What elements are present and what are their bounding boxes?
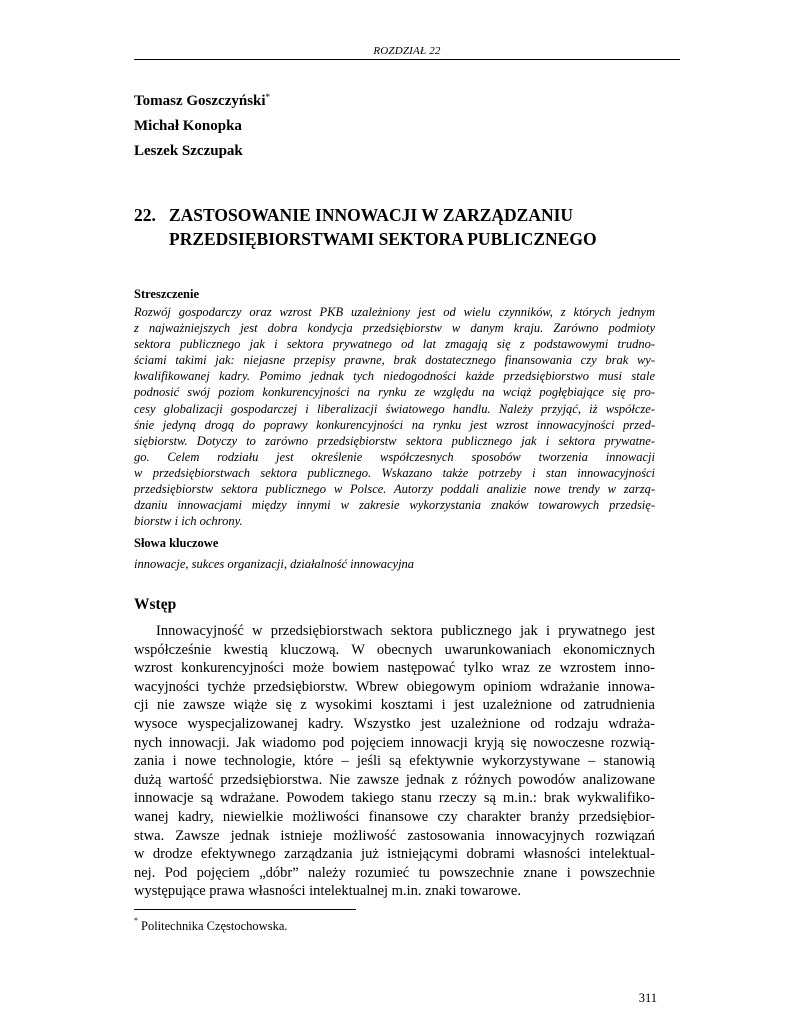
keywords-text: innowacje, sukces organizacji, działalność innowacyjna [134,557,415,571]
body-line: zania i nowe technologie, które – jeśli są efektywnie wykorzystywane – stanowią [134,753,655,770]
footnote [134,918,288,934]
page-number: 311 [638,991,657,1005]
section-heading: Wstęp [134,596,177,613]
footnote-rule [134,909,356,910]
author-list [134,91,270,166]
abstract-line: dzaniu innowacjami między innymi w zakresie wykorzystania znaków towarowych przedsię- [134,498,655,513]
body-line: dużą wartość przedsiębiorstwa. Nie zawsze jednak z różnych powodów analizowane [134,771,655,788]
abstract-line: go. Celem rodziału jest określenie współczesnych sposobów tworzenia innowacji [134,449,655,464]
abstract-line: śnie jedyną drogą do poprawy konkurencyjności na rynku jest wzrost innowacyjności przed- [134,417,655,432]
author-name: Michał Konopka [134,118,242,134]
abstract-line: z najważniejszych jest dobra kondycja przedsiębiorstw w danym kraju. Zarówno podmioty [134,321,655,336]
chapter-title-text: ZASTOSOWANIE INNOWACJI W ZARZĄDZANIU [169,205,574,225]
abstract-line: siębiorstw. Dotyczy to zarówno przedsiębiorstw sektora publicznego jak i sektora prywatne- [134,433,655,448]
body-line: Innowacyjność w przedsiębiorstwach sektora publicznego jak i prywatnego jest [156,623,655,639]
body-line: w drodze efektywnego zarządzania już istniejącymi dobrami własności intelektual- [134,846,655,863]
body-line: wysoce wyspecjalizowanej kadry. Wszystko jest uzależnione od rodzaju wdraża- [134,715,655,732]
body-line: wacyjności tychże przedsiębiorstw. Wbrew obiegowym opiniom wdrażanie innowa- [134,678,655,695]
author-1 [134,91,270,116]
keywords-heading: Słowa kluczowe [134,536,219,550]
body-line: nej. Pod pojęciem „dóbr” należy rozumieć tu powszechnie znane i powszechnie [134,864,655,881]
body-line: występujące prawa własności intelektualnej m.in. znaki towarowe. [134,883,521,900]
chapter-title [134,203,680,251]
body-line: nych innowacji. Jak wiadomo pod pojęciem innowacji kryją się nowoczesne rozwią- [134,734,655,751]
author-name: Tomasz Goszczyński [134,93,266,109]
body-line: wanej kadry, niewielkie możliwości finansowe czy charakter branży przedsiębior- [134,808,655,825]
abstract-line: w przedsiębiorstwach sektora publicznego. Wskazano także potrzeby i stan innowacyjności [134,465,655,480]
body-paragraph [134,622,655,901]
running-head: ROZDZIAŁ 22 [373,45,441,57]
author-2 [134,116,270,141]
abstract-line: biorstw i ich ochrony. [134,514,243,529]
footnote-marker: * [265,92,271,102]
abstract-line: podnosić swój poziom konkurencyjności na rynku ze względu na wciąż pogłębiające się pro- [134,385,655,400]
abstract-line: Rozwój gospodarczy oraz wzrost PKB uzależniony jest od wielu czynników, z których jednym [134,305,655,319]
chapter-title-line-1 [134,203,680,227]
abstract-text [134,304,655,529]
body-line: współcześnie kwestią kluczową. W obecnych uwarunkowaniach ekonomicznych [134,641,655,658]
abstract-heading: Streszczenie [134,287,200,301]
body-line: cji nie zawsze wiąże się z wysokimi kosztami i jest uzależnione od zatrudnienia [134,697,655,714]
body-line: stwa. Zawsze jednak istnieje możliwość zastosowania innowacyjnych rozwiązań [134,827,655,844]
abstract-line: sektora publicznego jak i sektora prywatnego od lat zmagają się z podstawowymi trudno- [134,337,655,352]
chapter-title-line-2: PRZEDSIĘBIORSTWAMI SEKTORA PUBLICZNEGO [169,229,597,249]
body-line: wzrost konkurencyjności może bowiem następować tylko wraz ze wzrostem inno- [134,660,655,677]
footnote-text: Politechnika Częstochowska. [141,919,288,934]
footnote-marker: * [134,916,138,925]
body-line: innowacje są wdrażane. Powodem takiego stanu rzeczy są m.in.: brak wykwalifiko- [134,790,655,807]
abstract-line: przedsiębiorstw sektora publicznego w Polsce. Autorzy poddali analizie nowe trendy w zarzą- [134,482,655,497]
author-3 [134,141,270,166]
author-name: Leszek Szczupak [134,143,243,159]
abstract-line: kwalifikowanej kadry. Pomimo jednak tych niedogodności każde przedsiębiorstwo musi stale [134,369,655,384]
abstract-line: ściami takimi jak: niejasne przepisy prawne, brak dostatecznego finansowania czy brak wy- [134,353,655,368]
header-rule [134,59,680,60]
abstract-line: cesy globalizacji gospodarczej i liberalizacji światowego handlu. Należy przyjąć, iż współcze- [134,401,655,416]
chapter-number: 22. [134,205,156,225]
